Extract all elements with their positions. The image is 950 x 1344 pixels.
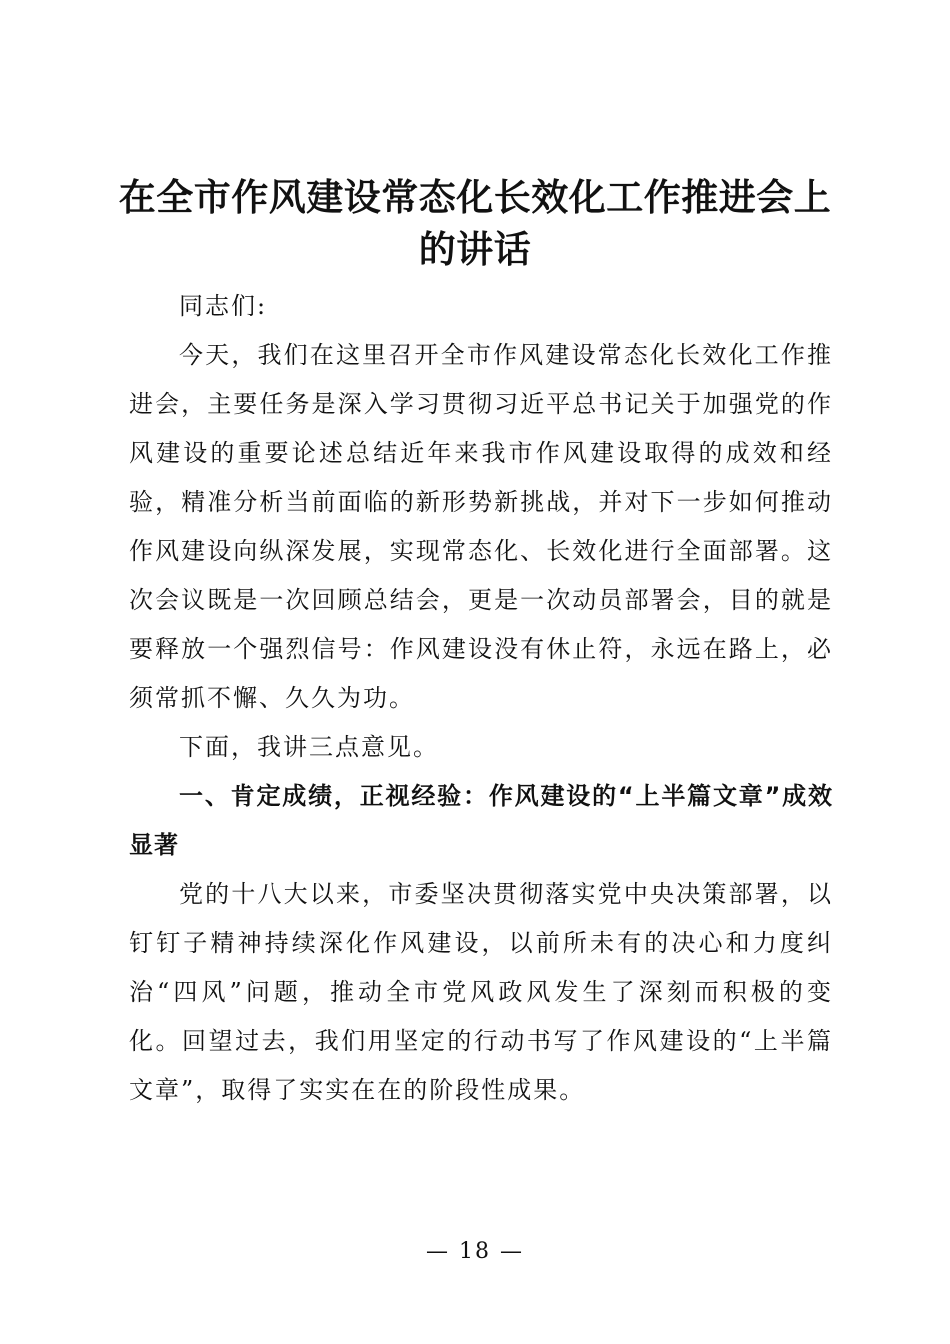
- document-title: 在全市作风建设常态化长效化工作推进会上的讲话: [118, 176, 832, 271]
- page-number: — 18 —: [426, 1239, 524, 1264]
- section-heading-1: 一、肯定成绩，正视经验：作风建设的“上半篇文章”成效显著: [129, 782, 833, 859]
- intro-paragraph: 今天，我们在这里召开全市作风建设常态化长效化工作推进会，主要任务是深入学习贯彻习近平总书记关于加强党的作风建设的重要论述总结近年来我市作风建设取得的成效和经验，精准分析当前面临的新形势新挑战，并对下一步如何推动作风建设向纵深发展，实现常态化、长效化进行全面部署。这次会议既是一次回顾总结会，更是一次动员部署会，目的就是要释放一个强烈信号：作风建设没有休止符，永远在路上，必须常抓不懈、久久为功。: [129, 341, 833, 712]
- section-1-paragraph: 党的十八大以来，市委坚决贯彻落实党中央决策部署，以钉钉子精神持续深化作风建设，以前所未有的决心和力度纠治“四风”问题，推动全市党风政风发生了深刻而积极的变化。回望过去，我们用坚定的行动书写了作风建设的“上半篇文章”，取得了实实在在的阶段性成果。: [129, 880, 833, 1104]
- transition-paragraph: 下面，我讲三点意见。: [179, 733, 439, 761]
- document-body: [129, 282, 833, 1115]
- salutation: 同志们:: [179, 292, 268, 320]
